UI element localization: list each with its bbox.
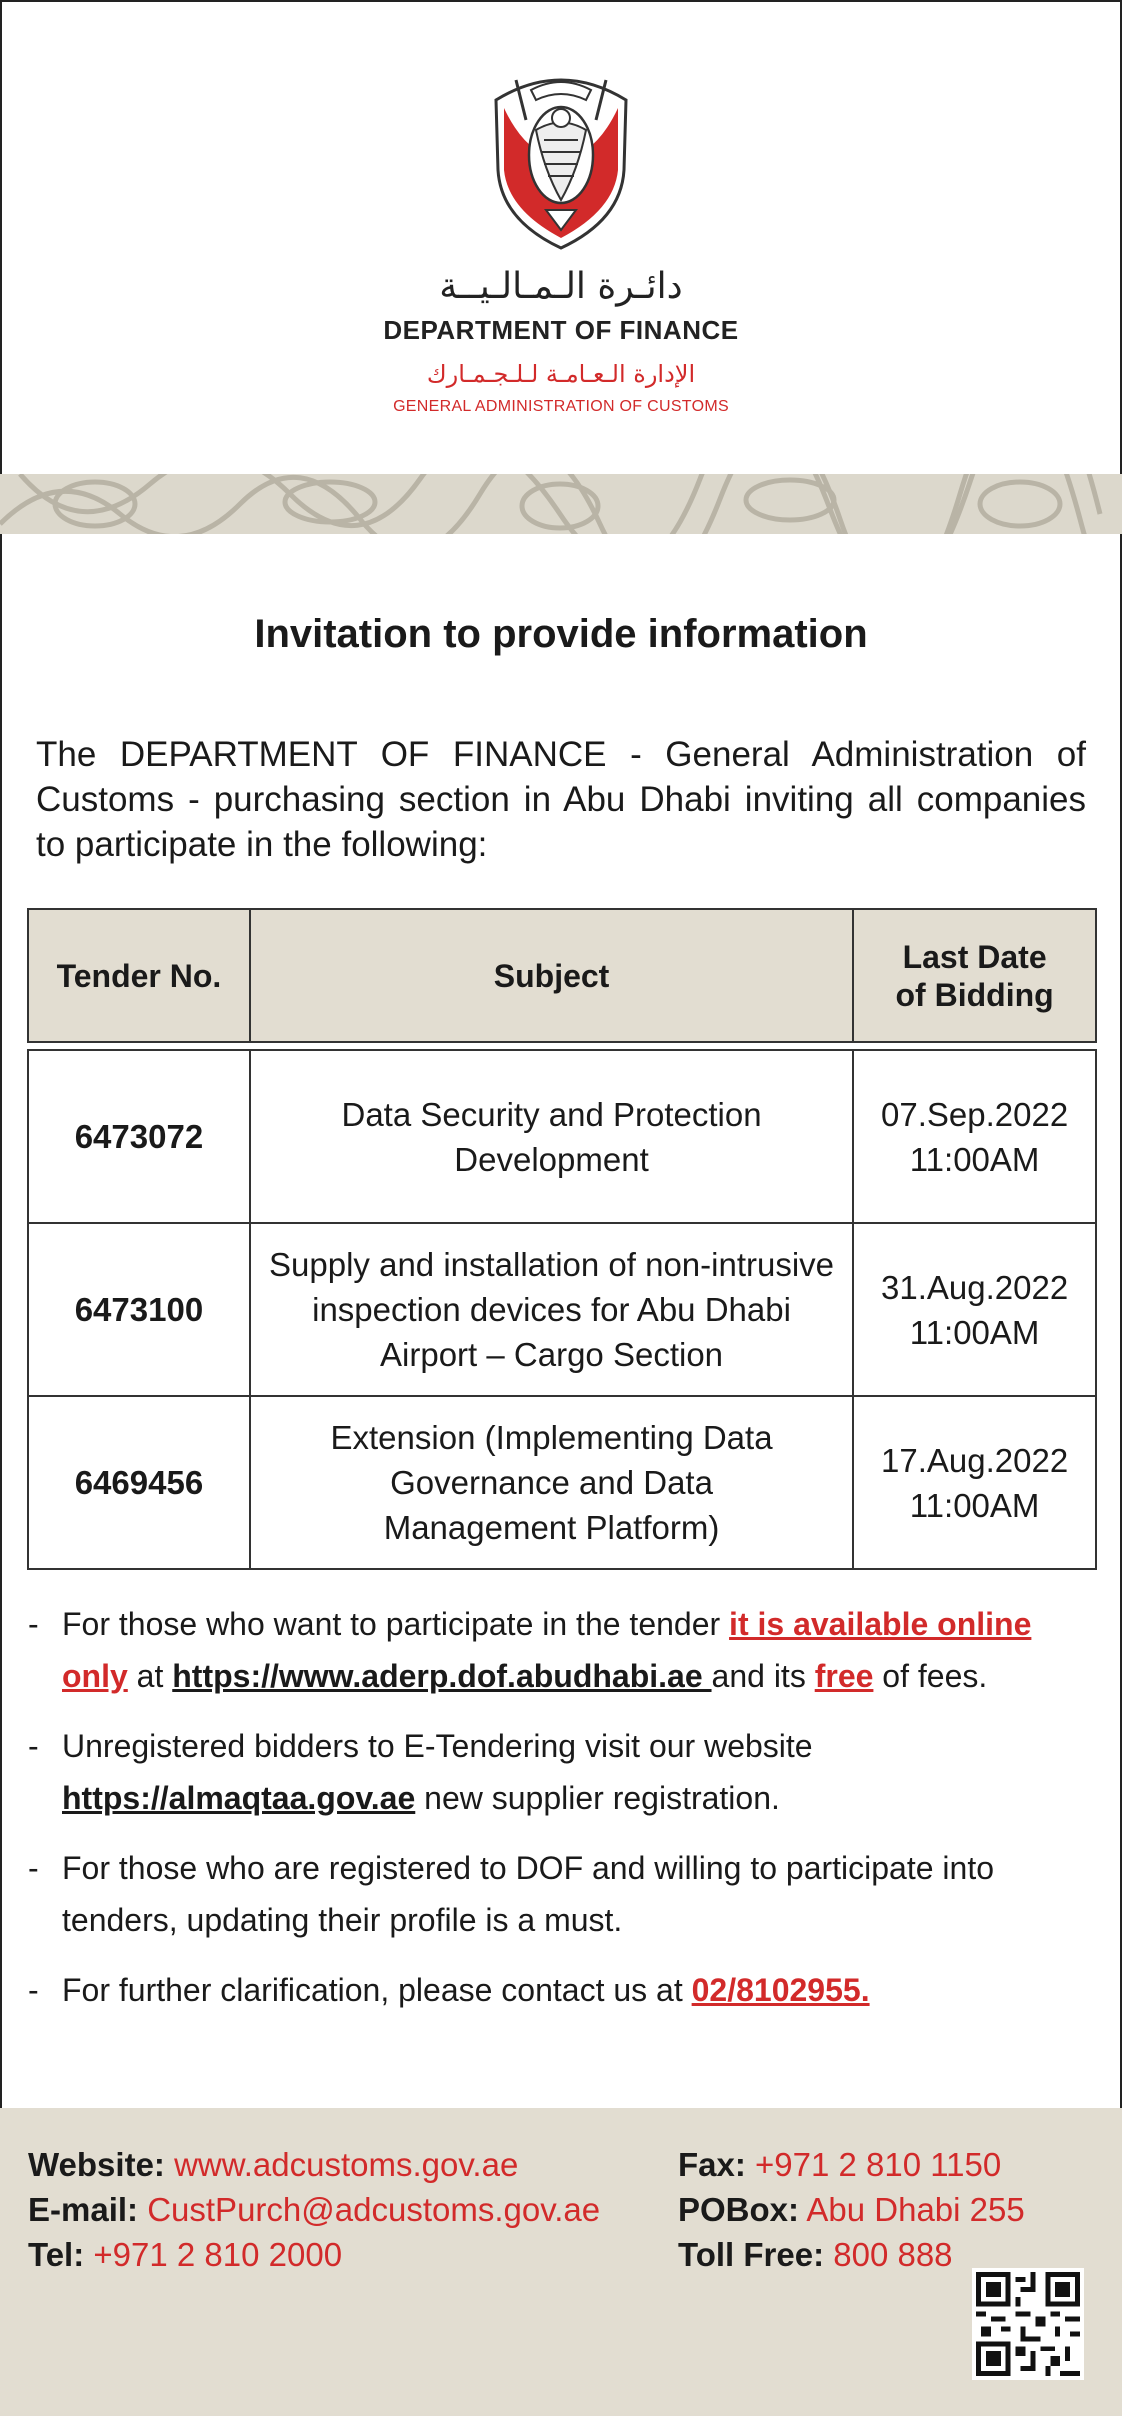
email-link[interactable]: CustPurch@adcustoms.gov.ae (147, 2191, 601, 2228)
footer-contact-right: Fax: +971 2 810 1150 POBox: Abu Dhabi 255 Toll Free: 800 888 (678, 2146, 1025, 2273)
arabic-customs-title: الإدارة الـعـامـة لـلـجـمـارك (426, 360, 696, 388)
note-item-registration: - Unregistered bidders to E-Tendering visit our website https://almaqtaa.gov.ae new supplier registration. (28, 1720, 1098, 1824)
footer-contact-left: Website: www.adcustoms.gov.ae E-mail: CustPurch@adcustoms.gov.ae Tel: +971 2 810 2000 (28, 2146, 601, 2273)
table-row (28, 1050, 1096, 1223)
table-row (28, 1396, 1096, 1569)
intro-paragraph: The DEPARTMENT OF FINANCE - General Administration of Customs - purchasing section in Abu Dhabi inviting all companies to participate in the following: (36, 735, 1086, 864)
almaqtaa-url-link[interactable]: https://almaqtaa.gov.ae (62, 1780, 416, 1816)
tender-subject: Supply and installation of non-intrusive inspection devices for Abu Dhabi Airport – Cargo Section (250, 1223, 853, 1396)
tender-number: 6469456 (28, 1396, 250, 1569)
tender-deadline: 07.Sep.2022 11:00AM (853, 1050, 1096, 1223)
pobox-value: Abu Dhabi 255 (806, 2191, 1025, 2228)
tender-number: 6473100 (28, 1223, 250, 1396)
header-tender-no: Tender No. (28, 909, 250, 1042)
page-title: Invitation to provide information (254, 612, 868, 656)
dept-title: DEPARTMENT OF FINANCE (383, 315, 739, 345)
falcon-emblem-icon (486, 60, 636, 250)
tender-deadline: 17.Aug.2022 11:00AM (853, 1396, 1096, 1569)
tender-deadline: 31.Aug.2022 11:00AM (853, 1223, 1096, 1396)
bullet-dash: - (28, 1850, 39, 1886)
notes-list (28, 1598, 1098, 2034)
tender-table (27, 908, 1097, 1570)
aderp-url-link[interactable]: https://www.aderp.dof.abudhabi.ae (172, 1658, 712, 1694)
customs-title: GENERAL ADMINISTRATION OF CUSTOMS (393, 398, 729, 415)
header-logo (0, 60, 1122, 250)
table-spacer (28, 1042, 1096, 1050)
fax-value: +971 2 810 1150 (755, 2146, 1002, 2183)
bullet-dash: - (28, 1728, 39, 1764)
contact-phone-link[interactable]: 02/8102955. (691, 1972, 870, 2008)
website-link[interactable]: www.adcustoms.gov.ae (174, 2146, 519, 2183)
pattern-icon (0, 474, 1122, 534)
table-row (28, 1223, 1096, 1396)
qr-code-icon[interactable] (972, 2268, 1084, 2380)
note-item-online: - For those who want to participate in the tender it is available online only at https://www.aderp.dof.abudhabi.ae and its free of fees. (28, 1598, 1098, 1702)
bullet-dash: - (28, 1606, 39, 1642)
header-last-date: Last Date of Bidding (853, 909, 1096, 1042)
note-item-contact: - For further clarification, please contact us at 02/8102955. (28, 1964, 1098, 2016)
tollfree-link[interactable]: 800 888 (833, 2236, 953, 2273)
decorative-pattern-band (0, 474, 1122, 534)
header-subject: Subject (250, 909, 853, 1042)
tender-subject: Extension (Implementing Data Governance and Data Management Platform) (250, 1396, 853, 1569)
arabic-dept-title: دائـرة الـمـالـيــة (439, 266, 683, 307)
note-item-profile: - For those who are registered to DOF and willing to participate into tenders, updating their profile is a must. (28, 1842, 1098, 1946)
bullet-dash: - (28, 1972, 39, 2008)
tender-number: 6473072 (28, 1050, 250, 1223)
table-header-row (28, 909, 1096, 1042)
free-link[interactable]: free (814, 1658, 874, 1694)
tender-subject: Data Security and Protection Development (250, 1050, 853, 1223)
tel-link[interactable]: +971 2 810 2000 (93, 2236, 343, 2273)
online-only-link[interactable]: it is available online only (62, 1606, 1032, 1694)
